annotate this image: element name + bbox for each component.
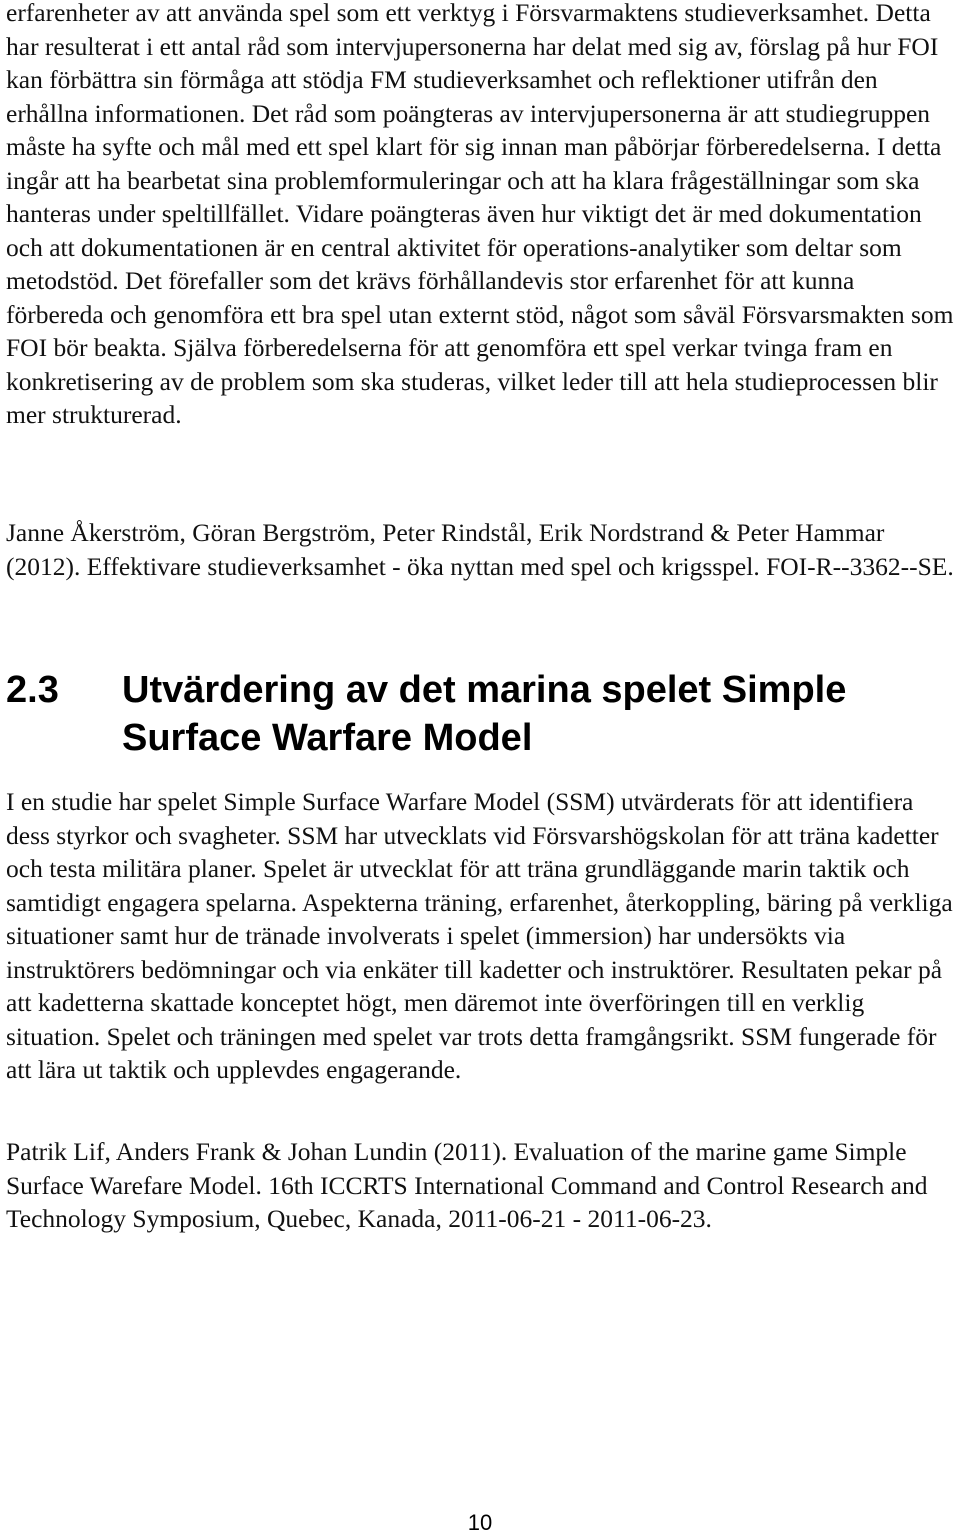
section-heading [6,666,956,762]
section-number: 2.3 [6,669,59,711]
reference-akerstrom-2012: Janne Åkerström, Göran Bergström, Peter Rindstål, Erik Nordstrand & Peter Hammar (2012). Effektivare studieverksamhet - öka nyttan med spel och krigsspel. FOI-R--3362--SE. [6,518,954,581]
page-number: 10 [467,1510,493,1535]
section-title: Utvärdering av det marina spelet Simple Surface Warfare Model [122,669,847,759]
reference-lif-2011: Patrik Lif, Anders Frank & Johan Lundin (2011). Evaluation of the marine game Simple Surface Warefare Model. 16th ICCRTS International Command and Control Research and Technology Symposium, Quebec, Kanada, 2011-06-21 - 2011-06-23. [6,1137,928,1233]
body-paragraph-intro: erfarenheter av att använda spel som ett verktyg i Försvarmaktens studieverksamhet. Detta har resulterat i ett antal råd som intervjupersonerna har delat med sig av, förslag på hur FOI kan förbättra sin förmåga att stödja FM studieverksamhet och reflektioner utifrån den erhållna informationen. Det råd som poängteras av intervjupersonerna är att studiegruppen måste ha syfte och mål med ett spel klart för sig innan man påbörjar förberedelserna. I detta ingår att ha bearbetat sina problemformuleringar och att ha klara frågeställningar som ska hanteras under speltillfället. Vidare poängteras även hur viktigt det är med dokumentation och att dokumentationen är en central aktivitet för operations-analytiker som deltar som metodstöd. Det förefaller som det krävs förhållandevis stor erfarenhet för att kunna förbereda och genomföra ett bra spel utan externt stöd, något som såväl Försvarsmakten som FOI bör beakta. Själva förberedelserna för att genomföra ett spel verkar tvinga fram en konkretisering av de problem som ska studeras, vilket leder till att hela studieprocessen blir mer strukturerad. [6,0,954,429]
body-paragraph-ssm: I en studie har spelet Simple Surface Warfare Model (SSM) utvärderats för att identifiera dess styrkor och svagheter. SSM har utvecklats vid Försvarshögskolan för att träna kadetter och testa militära planer. Spelet är utvecklat för att träna grundläggande marin taktik och samtidigt engagera spelarna. Aspekterna träning, erfarenhet, återkoppling, bäring på verkliga situationer samt hur de tränade involverats i spelet (immersion) har undersökts via instruktörers bedömningar och via enkäter till kadetter och instruktörer. Resultaten pekar på att kadetterna skattade konceptet högt, men däremot inte överföringen till en verklig situation. Spelet och träningen med spelet var trots detta framgångsrikt. SSM fungerade för att lära ut taktik och upplevdes engagerande. [6,787,953,1084]
